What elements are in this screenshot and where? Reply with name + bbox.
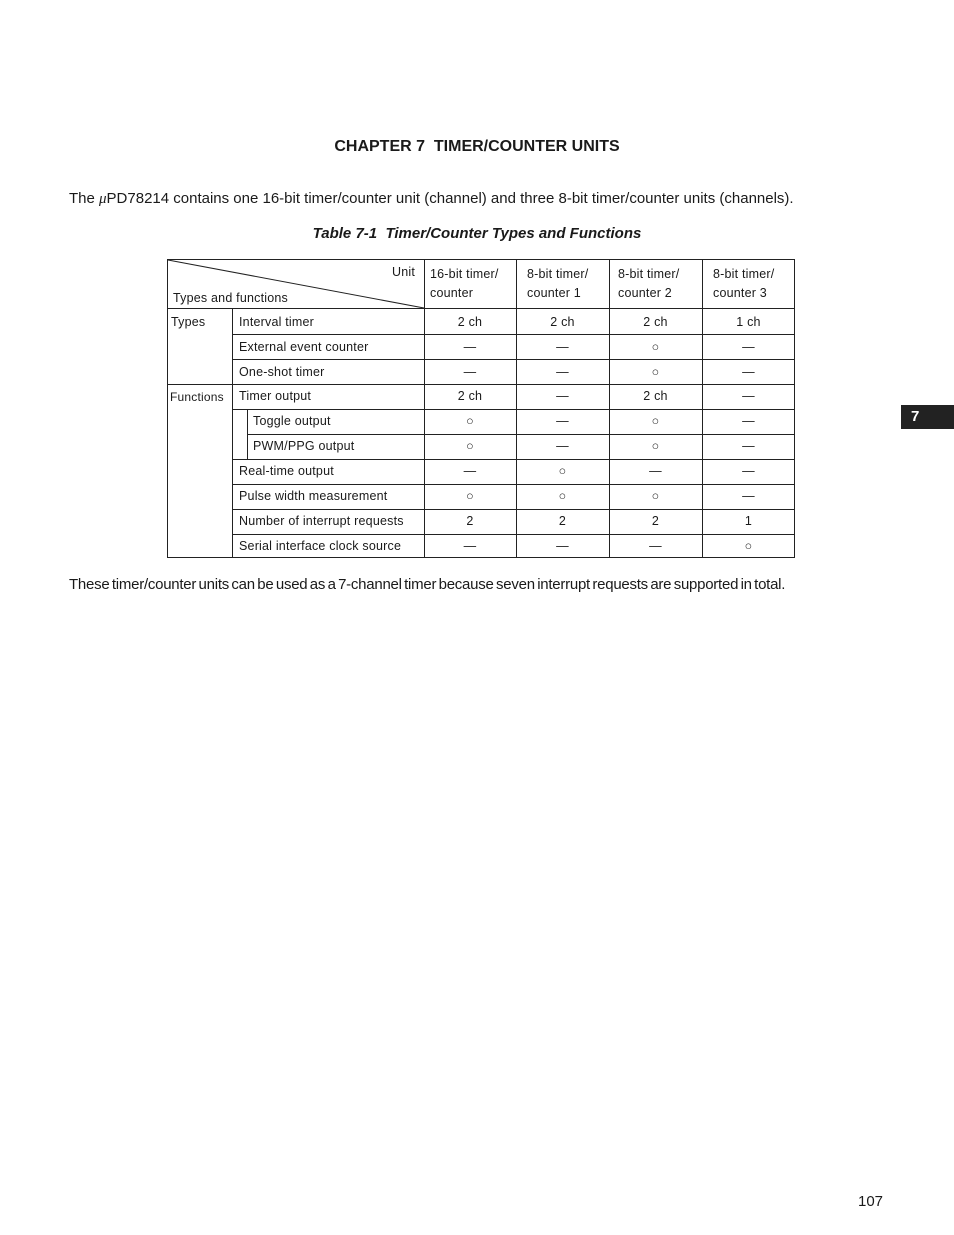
group-label-functions: Functions bbox=[170, 390, 224, 404]
table-cell: — bbox=[742, 340, 755, 354]
row-line bbox=[232, 459, 795, 460]
table-cell: — bbox=[556, 439, 569, 453]
table-cell: 2 ch bbox=[457, 315, 483, 329]
table-cell: — bbox=[556, 365, 569, 379]
intro-prefix: The bbox=[69, 190, 100, 207]
table-cell: — bbox=[556, 414, 569, 428]
table-cell: ○ bbox=[651, 414, 660, 428]
row-label: Serial interface clock source bbox=[239, 539, 402, 553]
table-cell: — bbox=[556, 539, 569, 553]
table-cell: 1 ch bbox=[736, 315, 761, 329]
row-line bbox=[232, 334, 795, 335]
intro-text: PD78214 contains one 16-bit timer/counter unit (channel) and three 8-bit timer/counter units (channels). bbox=[106, 190, 794, 207]
table-cell: 2 ch bbox=[457, 389, 483, 403]
row-label: Number of interrupt requests bbox=[239, 514, 404, 528]
row-label: External event counter bbox=[239, 340, 369, 354]
row-label: Interval timer bbox=[239, 315, 315, 329]
column-header-8bit-2: 8-bit timer/ counter 2 bbox=[618, 267, 680, 300]
table-cell: 1 bbox=[744, 514, 753, 528]
closing-paragraph: These timer/counter units can be used as a 7-channel timer because seven interrupt requests are supported in total. bbox=[69, 576, 786, 593]
row-label: Timer output bbox=[239, 389, 312, 403]
table-cell: — bbox=[742, 365, 755, 379]
row-label: Pulse width measurement bbox=[239, 489, 388, 503]
column-header-16bit: 16-bit timer/ counter bbox=[430, 267, 499, 300]
group-label-types: Types bbox=[171, 315, 206, 329]
table-cell: ○ bbox=[651, 439, 660, 453]
table-cell: — bbox=[742, 414, 755, 428]
column-header-8bit-3: 8-bit timer/ counter 3 bbox=[713, 267, 775, 300]
table-cell: — bbox=[556, 340, 569, 354]
table-cell: — bbox=[742, 489, 755, 503]
row-label: Real-time output bbox=[239, 464, 334, 478]
table-cell: ○ bbox=[466, 414, 474, 428]
table-cell: — bbox=[742, 389, 755, 403]
table-cell: ○ bbox=[651, 340, 660, 354]
table-cell: — bbox=[463, 340, 477, 354]
table-caption: Table 7-1 Timer/Counter Types and Functions bbox=[312, 225, 642, 242]
row-line bbox=[232, 359, 795, 360]
corner-types-label: Types and functions bbox=[173, 291, 288, 305]
row-label: PWM/PPG output bbox=[253, 439, 355, 453]
table-cell: 2 bbox=[558, 514, 567, 528]
table-cell: ○ bbox=[558, 464, 567, 478]
row-label: One-shot timer bbox=[239, 365, 325, 379]
table-cell: — bbox=[463, 539, 477, 553]
page-number: 107 bbox=[858, 1193, 884, 1210]
row-line bbox=[232, 509, 795, 510]
chapter-side-tab: 7 bbox=[901, 405, 954, 429]
sub-indent-line bbox=[247, 409, 248, 459]
intro-paragraph bbox=[69, 190, 794, 208]
header-bottom-line bbox=[167, 308, 795, 309]
table-cell: 2 ch bbox=[643, 315, 668, 329]
row-line bbox=[247, 434, 795, 435]
table-cell: 2 ch bbox=[643, 389, 668, 403]
corner-unit-label: Unit bbox=[392, 265, 416, 279]
row-label: Toggle output bbox=[253, 414, 331, 428]
group-column-line bbox=[232, 309, 233, 558]
table-cell: — bbox=[742, 464, 755, 478]
table-cell: 2 bbox=[651, 514, 660, 528]
table-cell: — bbox=[463, 365, 477, 379]
table-cell: — bbox=[649, 539, 662, 553]
chapter-title: CHAPTER 7 TIMER/COUNTER UNITS bbox=[334, 138, 620, 155]
table-cell: ○ bbox=[651, 489, 660, 503]
table-cell: 2 ch bbox=[550, 315, 575, 329]
table-cell: ○ bbox=[558, 489, 567, 503]
table-cell: — bbox=[556, 389, 569, 403]
table-cell: — bbox=[463, 464, 477, 478]
group-line bbox=[167, 384, 795, 385]
table-cell: ○ bbox=[466, 489, 474, 503]
table-cell: ○ bbox=[466, 439, 474, 453]
table-cell: — bbox=[742, 439, 755, 453]
row-line bbox=[232, 484, 795, 485]
table-cell: — bbox=[649, 464, 662, 478]
column-header-8bit-1: 8-bit timer/ counter 1 bbox=[527, 267, 589, 300]
timer-counter-table bbox=[167, 259, 795, 558]
row-line bbox=[232, 409, 795, 410]
table-cell: ○ bbox=[651, 365, 660, 379]
row-line bbox=[232, 534, 795, 535]
table-cell: ○ bbox=[744, 539, 753, 553]
mu-symbol: μ bbox=[99, 191, 107, 207]
table-cell: 2 bbox=[466, 514, 474, 528]
